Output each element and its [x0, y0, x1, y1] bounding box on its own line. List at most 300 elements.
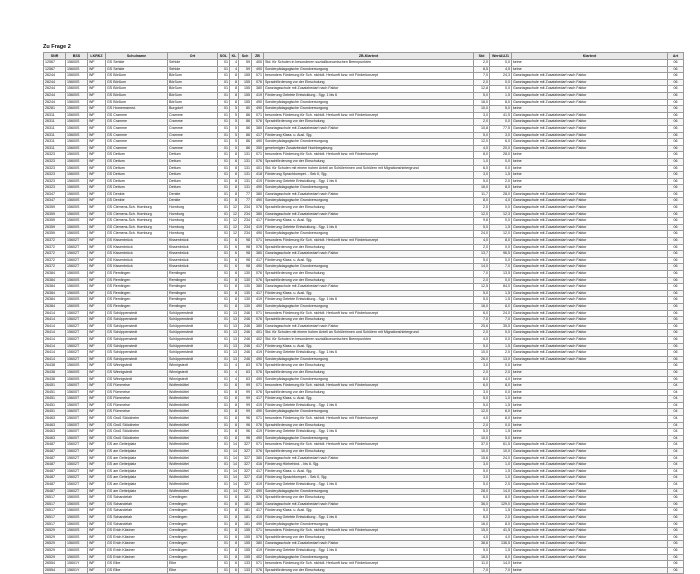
table-cell: 04	[668, 468, 684, 475]
table-cell: 0,0	[490, 86, 512, 93]
table-cell: Wolfenbüttel	[168, 435, 218, 442]
table-row	[44, 369, 684, 376]
table-cell: 8	[230, 508, 239, 515]
table-cell: 5	[230, 132, 239, 139]
table-cell: 5,0	[474, 132, 490, 139]
table-cell: 15600S	[66, 514, 88, 521]
table-cell: 06	[668, 336, 684, 343]
table-cell: besonders Förderung für Sch. nichtdt. Herkunft bzw. mit Förderkonzept	[264, 416, 474, 423]
table-cell: 01	[218, 402, 230, 409]
table-cell: 01	[218, 369, 230, 376]
table-cell: Förderung Gelebte Entwicklung - Sgy. 1 bis 6	[264, 429, 474, 436]
table-cell: 8,0	[490, 238, 512, 245]
table-cell: 15601Y	[66, 561, 88, 568]
table-cell: 06	[668, 501, 684, 508]
table-cell: 26323	[44, 158, 66, 165]
table-cell: 0,0	[490, 165, 512, 172]
table-cell: 26487	[44, 442, 66, 449]
table-cell: 01	[218, 363, 230, 370]
column-header: BSS	[66, 53, 88, 60]
table-cell: Ganztagsschule mit Zusatzbedarf nach Faktor	[512, 554, 668, 561]
table-cell: Sonderpädagogische Grundversorgung	[264, 554, 474, 561]
table-cell: WF	[88, 251, 106, 258]
table-cell: 490	[252, 521, 264, 528]
table-cell: 86	[239, 139, 252, 146]
table-cell: 98	[239, 264, 252, 271]
table-cell: 4,5	[490, 66, 512, 73]
table-cell: 1,5	[490, 508, 512, 515]
table-row	[44, 330, 684, 337]
table-cell: Sehlde	[168, 66, 218, 73]
table-cell: 419	[252, 514, 264, 521]
table-cell: 15600S	[66, 277, 88, 284]
table-row	[44, 567, 684, 574]
table-cell: Ganztagsschule mit Zusatzbedarf nach Faktor	[264, 86, 474, 93]
table-cell: 15602T	[66, 238, 88, 245]
column-header: Ort	[168, 53, 218, 60]
table-cell: 25,6	[474, 323, 490, 330]
table-cell: GS Clemens-Sch. Hornburg	[106, 218, 168, 225]
table-cell: 417	[252, 290, 264, 297]
table-cell: Wolfenbüttel	[168, 402, 218, 409]
table-cell: 06	[668, 369, 684, 376]
table-cell: 155	[239, 99, 252, 106]
table-cell: 2,0	[474, 277, 490, 284]
table-cell: 155	[239, 73, 252, 80]
table-cell: 77	[239, 191, 252, 198]
table-cell: GS Erich Kästner	[106, 534, 168, 541]
table-cell: 01	[218, 185, 230, 192]
table-cell: 130	[239, 303, 252, 310]
table-cell: Ganztagsschule mit Zusatzbedarf nach Faktor	[512, 277, 668, 284]
table-cell: 6	[230, 257, 239, 264]
table-cell: 06	[668, 244, 684, 251]
table-cell: 6,0	[474, 514, 490, 521]
table-cell: Förderung Gelebte Entwicklung - Sgy. 1 bis 6	[264, 224, 474, 231]
table-cell: 076	[252, 277, 264, 284]
table-cell: 5,0	[474, 290, 490, 297]
table-cell: 15600S	[66, 369, 88, 376]
table-cell: Sprachförderung vor der Einschulung	[264, 567, 474, 574]
table-row	[44, 402, 684, 409]
table-cell: GS Winnigstedt	[106, 376, 168, 383]
table-cell: 06	[668, 66, 684, 73]
table-cell: 01	[218, 191, 230, 198]
table-cell: 136,5	[490, 541, 512, 548]
table-cell: 155	[239, 92, 252, 99]
table-cell: 01	[218, 119, 230, 126]
table-cell: WF	[88, 284, 106, 291]
table-cell: 5	[230, 119, 239, 126]
table-cell: 63	[239, 363, 252, 370]
table-cell: 15600S	[66, 231, 88, 238]
table-cell: Kissenbrück	[168, 244, 218, 251]
table-cell: WF	[88, 257, 106, 264]
table-cell: 7,0	[490, 264, 512, 271]
table-cell: Remlingen	[168, 290, 218, 297]
table-cell: 15602T	[66, 356, 88, 363]
header-row	[44, 53, 684, 60]
table-cell: Sonderpädagogische Grundversorgung	[264, 521, 474, 528]
table-cell: 1,5	[490, 172, 512, 179]
table-cell: 15602T	[66, 455, 88, 462]
table-row	[44, 251, 684, 258]
table-cell: 076	[252, 422, 264, 429]
table-cell: 419	[252, 547, 264, 554]
table-cell: 8	[230, 158, 239, 165]
table-cell: 06	[668, 106, 684, 113]
table-cell: 80	[239, 106, 252, 113]
table-cell: 155	[239, 547, 252, 554]
table-cell: 234	[239, 211, 252, 218]
table-cell: 15600S	[66, 521, 88, 528]
table-cell: 1,5	[490, 224, 512, 231]
table-cell: 2,0	[474, 330, 490, 337]
table-cell: 5,0	[474, 92, 490, 99]
table-cell: Sprachförderung vor der Einschulung	[264, 158, 474, 165]
table-cell: 38,6	[474, 541, 490, 548]
table-cell: 26311	[44, 119, 66, 126]
table-cell: Ganztagsschule mit Zusatzbedarf nach Faktor	[512, 79, 668, 86]
table-cell: 8	[230, 528, 239, 535]
table-cell: 01	[218, 330, 230, 337]
table-cell: 3,0	[474, 462, 490, 469]
table-cell: 14,0	[490, 561, 512, 568]
table-cell: 10,8	[474, 125, 490, 132]
table-cell: 419	[252, 224, 264, 231]
table-cell: 490	[252, 66, 264, 73]
table-cell: GS Börßum	[106, 86, 168, 93]
table-row	[44, 416, 684, 423]
table-row	[44, 534, 684, 541]
table-cell: 490	[252, 409, 264, 416]
table-cell: Denkte	[168, 198, 218, 205]
table-cell: 15600S	[66, 528, 88, 535]
table-cell: GS Börßum	[106, 79, 168, 86]
table-cell: 417	[252, 218, 264, 225]
table-cell: 327	[239, 468, 252, 475]
table-cell: 06	[668, 277, 684, 284]
table-cell: GS Dettum	[106, 178, 168, 185]
table-cell: 5,0	[474, 468, 490, 475]
table-row	[44, 422, 684, 429]
table-cell: 12,0	[474, 409, 490, 416]
table-cell: 380	[252, 86, 264, 93]
table-cell: 2,0	[474, 60, 490, 67]
table-row	[44, 514, 684, 521]
table-cell: 130	[239, 290, 252, 297]
table-cell: 06	[668, 191, 684, 198]
table-cell: Cremlingen	[168, 528, 218, 535]
table-cell: 26451	[44, 396, 66, 403]
table-cell: 01	[218, 290, 230, 297]
table-cell: 01	[218, 86, 230, 93]
table-cell: 06	[668, 561, 684, 568]
table-cell: 06	[668, 139, 684, 146]
table-cell: 155	[239, 534, 252, 541]
table-cell: GS Schandelah	[106, 508, 168, 515]
table-cell: 01	[218, 350, 230, 357]
table-cell: 13	[230, 323, 239, 330]
table-cell: WF	[88, 73, 106, 80]
table-cell: WF	[88, 501, 106, 508]
table-cell: 01	[218, 79, 230, 86]
table-cell: Cramme	[168, 119, 218, 126]
table-cell: 01	[218, 152, 230, 159]
table-cell: WF	[88, 191, 106, 198]
table-row	[44, 303, 684, 310]
table-cell: 5,0	[474, 343, 490, 350]
table-cell: 6	[230, 238, 239, 245]
table-cell: 01	[218, 521, 230, 528]
table-cell: 04	[668, 383, 684, 390]
table-cell: WF	[88, 244, 106, 251]
table-cell: WF	[88, 534, 106, 541]
table-cell: 4	[230, 60, 239, 67]
table-cell: Schöppenstedt	[168, 336, 218, 343]
table-cell: 26414	[44, 317, 66, 324]
table-cell: Kissenbrück	[168, 251, 218, 258]
table-cell: besonders Förderung für Sch. nichtdt. Herkunft bzw. mit Förderkonzept	[264, 112, 474, 119]
table-cell: 04	[668, 389, 684, 396]
table-cell: 26311	[44, 112, 66, 119]
table-cell: 26529	[44, 528, 66, 535]
table-cell: GS Dettum	[106, 152, 168, 159]
table-cell: 15602T	[66, 264, 88, 271]
table-cell: Sonderpädagogische Grundversorgung	[264, 409, 474, 416]
table-cell: GS am Geitelplatz	[106, 488, 168, 495]
table-cell: Dettum	[168, 185, 218, 192]
table-row	[44, 475, 684, 482]
table-cell: 130	[239, 284, 252, 291]
table-cell: 06	[668, 185, 684, 192]
table-cell: Schöppenstedt	[168, 323, 218, 330]
table-cell: 26,0	[474, 356, 490, 363]
table-cell: 13,7	[474, 251, 490, 258]
table-cell: 155	[239, 554, 252, 561]
table-cell: Ganztagsschule mit Zusatzbedarf nach Faktor	[512, 191, 668, 198]
table-cell: 2,0	[474, 205, 490, 212]
table-cell: 15600S	[66, 297, 88, 304]
table-cell: 04	[668, 422, 684, 429]
table-cell: 418	[252, 172, 264, 179]
table-cell: Wolfenbüttel	[168, 462, 218, 469]
table-cell: Ganztagsschule mit Zusatzbedarf nach Faktor	[512, 211, 668, 218]
table-cell: WF	[88, 119, 106, 126]
table-cell: 234	[239, 205, 252, 212]
table-cell: 01	[218, 172, 230, 179]
table-row	[44, 231, 684, 238]
table-cell: 3,0	[474, 112, 490, 119]
table-row	[44, 284, 684, 291]
table-cell: 419	[252, 297, 264, 304]
table-row	[44, 198, 684, 205]
table-cell: WF	[88, 323, 106, 330]
table-cell: 8	[230, 152, 239, 159]
table-cell: 26347	[44, 191, 66, 198]
table-cell: Förderung Gelebte Entwicklung - Sgy. 1 bis 6	[264, 92, 474, 99]
table-cell: 2,0	[490, 178, 512, 185]
table-cell: 01	[218, 356, 230, 363]
table-cell: 04	[668, 429, 684, 436]
table-cell: 181	[239, 508, 252, 515]
table-cell: 04	[668, 416, 684, 423]
table-cell: 0,0	[490, 218, 512, 225]
table-cell: Sprachförderung vor der Einschulung	[264, 449, 474, 456]
table-cell: keine	[512, 106, 668, 113]
table-cell: 15602T	[66, 350, 88, 357]
table-cell: GS Denkte	[106, 191, 168, 198]
table-cell: Cremlingen	[168, 554, 218, 561]
table-cell: 01	[218, 435, 230, 442]
table-cell: 8	[230, 297, 239, 304]
table-cell: WF	[88, 145, 106, 152]
table-cell: besonders Förderung für Sch. nichtdt. Herkunft bzw. mit Förderkonzept	[264, 310, 474, 317]
table-cell: 01	[218, 442, 230, 449]
table-cell: WF	[88, 86, 106, 93]
table-cell: Ganztagsschule mit Zusatzbedarf nach Faktor	[512, 495, 668, 502]
table-cell: 1,5	[490, 92, 512, 99]
table-cell: 15602T	[66, 482, 88, 489]
table-cell: keine	[512, 172, 668, 179]
table-cell: Ganztagsschule mit Zusatzbedarf nach Faktor	[512, 310, 668, 317]
table-cell: GS Clemens-Sch. Hornburg	[106, 224, 168, 231]
table-cell: 071	[252, 442, 264, 449]
table-cell: GS Sehlde	[106, 60, 168, 67]
table-cell: WF	[88, 488, 106, 495]
table-cell: 2,0	[474, 79, 490, 86]
table-cell: Sonderpädagogische Grundversorgung	[264, 66, 474, 73]
table-cell: WF	[88, 132, 106, 139]
table-cell: WF	[88, 277, 106, 284]
table-cell: 234	[239, 231, 252, 238]
table-cell: 86	[239, 119, 252, 126]
table-cell: Förderung Gelebte Entwicklung - Sgy. 1 bis 6	[264, 402, 474, 409]
table-cell: Sprachförderung vor der Einschulung	[264, 244, 474, 251]
table-cell: 15600S	[66, 60, 88, 67]
table-cell: 01	[218, 534, 230, 541]
table-cell: 01	[218, 284, 230, 291]
table-cell: 01	[218, 389, 230, 396]
table-cell: GS Remlingen	[106, 297, 168, 304]
table-row	[44, 112, 684, 119]
table-cell: 96	[239, 429, 252, 436]
table-cell: Wolfenbüttel	[168, 396, 218, 403]
table-cell: 0,0	[490, 205, 512, 212]
table-cell: 26244	[44, 92, 66, 99]
table-cell: 26517	[44, 508, 66, 515]
table-cell: Ganztagsschule mit Zusatzbedarf nach Faktor	[512, 343, 668, 350]
table-cell: GS Erich Kästner	[106, 554, 168, 561]
table-cell: GS Denkte	[106, 198, 168, 205]
table-cell: 15600T	[66, 429, 88, 436]
table-cell: WF	[88, 125, 106, 132]
table-cell: 77,5	[490, 125, 512, 132]
table-cell: 401	[252, 165, 264, 172]
table-cell: 8	[230, 277, 239, 284]
table-cell: besonders Förderung für Sch. nichtdt. Herkunft bzw. mit Förderkonzept	[264, 528, 474, 535]
table-cell: WF	[88, 303, 106, 310]
table-cell: 01	[218, 60, 230, 67]
table-cell: 15600S	[66, 554, 88, 561]
table-cell: Winnigstedt	[168, 376, 218, 383]
table-cell: 8	[230, 541, 239, 548]
table-cell: GS Groß Stöckheim	[106, 422, 168, 429]
table-cell: Börßum	[168, 86, 218, 93]
table-cell: WF	[88, 238, 106, 245]
table-cell: 0,0	[490, 336, 512, 343]
table-cell: 15602T	[66, 488, 88, 495]
table-cell: 26323	[44, 185, 66, 192]
table-cell: 130	[239, 297, 252, 304]
table-cell: Ganztagsschule mit Zusatzbedarf nach Faktor	[512, 271, 668, 278]
table-row	[44, 323, 684, 330]
table-cell: 380	[252, 191, 264, 198]
table-cell: GS Fümmelse	[106, 396, 168, 403]
table-cell: 1,5	[490, 343, 512, 350]
table-cell: 6,0	[490, 409, 512, 416]
table-row	[44, 191, 684, 198]
table-cell: Ganztagsschule mit Zusatzbedarf nach Faktor	[512, 521, 668, 528]
table-cell: 8	[230, 172, 239, 179]
table-cell: keine	[512, 561, 668, 568]
table-cell: 419	[252, 402, 264, 409]
table-cell: 5,0	[474, 178, 490, 185]
table-cell: 071	[252, 416, 264, 423]
table-row	[44, 178, 684, 185]
table-cell: 246	[239, 330, 252, 337]
table-row	[44, 462, 684, 469]
table-cell: 01	[218, 396, 230, 403]
table-cell: Sprachförderung vor der Einschulung	[264, 277, 474, 284]
table-cell: Förderung Klass. u. Ausl. Sjg.	[264, 343, 474, 350]
table-cell: 380	[252, 125, 264, 132]
table-cell: Ganztagsschule mit Zusatzbedarf nach Faktor	[512, 442, 668, 449]
table-cell: 490	[252, 139, 264, 146]
table-cell: 6,0	[474, 383, 490, 390]
table-row	[44, 363, 684, 370]
table-cell: 15602T	[66, 323, 88, 330]
table-cell: 15,6	[474, 455, 490, 462]
table-row	[44, 125, 684, 132]
table-cell: Cremlingen	[168, 534, 218, 541]
table-cell: 1,5	[490, 429, 512, 436]
table-cell: Ganztagsschule mit Zusatzbedarf nach Faktor	[512, 145, 668, 152]
table-row	[44, 132, 684, 139]
table-cell: Sprachförderung vor der Einschulung	[264, 271, 474, 278]
table-cell: 131	[239, 158, 252, 165]
table-cell: 13	[230, 343, 239, 350]
table-cell: 380	[252, 541, 264, 548]
table-cell: GS Clemens-Sch. Hornburg	[106, 211, 168, 218]
table-cell: 8	[230, 554, 239, 561]
table-cell: 0,0	[490, 363, 512, 370]
table-cell: 99	[239, 383, 252, 390]
table-cell: 26414	[44, 323, 66, 330]
table-cell: WF	[88, 224, 106, 231]
table-cell: 1,5	[490, 468, 512, 475]
table-cell: 28,0	[474, 488, 490, 495]
table-cell: 15600S	[66, 541, 88, 548]
table-cell: 400	[252, 60, 264, 67]
table-cell: 4	[230, 363, 239, 370]
table-cell: 15600S	[66, 139, 88, 146]
table-cell: besonders Förderung für Sch. nichtdt. Herkunft bzw. mit Förderkonzept	[264, 238, 474, 245]
table-cell: 99	[239, 402, 252, 409]
column-header: Schulname	[106, 53, 168, 60]
table-cell: 26414	[44, 343, 66, 350]
table-cell: 06	[668, 79, 684, 86]
